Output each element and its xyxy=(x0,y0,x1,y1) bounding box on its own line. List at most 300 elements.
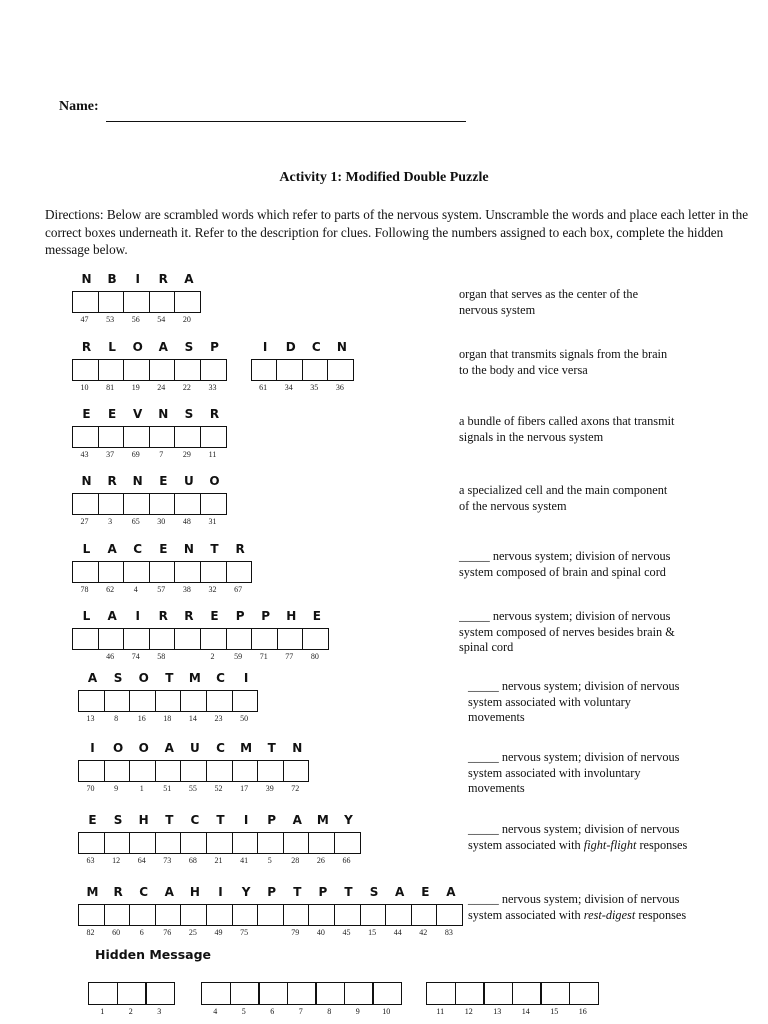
scrambled-letter: S xyxy=(369,885,379,899)
box-number: 77 xyxy=(285,652,294,661)
box-number: 65 xyxy=(131,517,140,526)
scrambled-letter: A xyxy=(87,671,98,685)
letter-box[interactable] xyxy=(276,359,303,381)
letter-box[interactable] xyxy=(334,832,361,854)
letter-box[interactable] xyxy=(155,904,182,926)
box-number: 80 xyxy=(310,652,319,661)
letter-box[interactable] xyxy=(257,760,284,782)
clue-emphasis: rest-digest xyxy=(583,907,636,922)
letter-box[interactable] xyxy=(174,359,201,381)
box-number: 82 xyxy=(86,928,95,937)
box-number: 64 xyxy=(137,856,146,865)
hidden-letter-box[interactable] xyxy=(145,982,175,1005)
letter-box[interactable] xyxy=(104,760,131,782)
box-number: 15 xyxy=(368,928,377,937)
letter-box[interactable] xyxy=(149,628,176,650)
hidden-letter-box[interactable] xyxy=(483,982,513,1005)
box-number: 75 xyxy=(240,928,249,937)
scrambled-letter: E xyxy=(421,885,430,899)
box-number: 33 xyxy=(208,383,217,392)
letter-box[interactable] xyxy=(149,493,176,515)
scrambled-letter: I xyxy=(135,609,140,623)
box-number: 44 xyxy=(393,928,402,937)
box-number: 36 xyxy=(335,383,344,392)
scrambled-letter: L xyxy=(108,340,116,354)
letter-box[interactable] xyxy=(277,628,304,650)
letter-box[interactable] xyxy=(436,904,463,926)
scrambled-letter: O xyxy=(209,474,220,488)
scrambled-letter: H xyxy=(138,813,149,827)
letter-box[interactable] xyxy=(78,690,105,712)
scrambled-letter: C xyxy=(216,671,225,685)
scrambled-letter: L xyxy=(82,542,91,556)
scrambled-letter: E xyxy=(82,407,91,421)
hidden-letter-box[interactable] xyxy=(569,982,599,1005)
scrambled-letter: S xyxy=(184,407,194,421)
box-number: 21 xyxy=(214,856,223,865)
letter-box[interactable] xyxy=(155,832,182,854)
clue-text: a bundle of fibers called axons that transmit signals in the nervous system xyxy=(459,414,675,444)
name-label: Name: xyxy=(59,99,99,114)
hidden-letter-box[interactable] xyxy=(230,982,260,1005)
clue-text xyxy=(468,892,688,923)
letter-box[interactable] xyxy=(232,904,259,926)
scrambled-letter: E xyxy=(159,474,168,488)
letter-box[interactable] xyxy=(232,832,259,854)
box-number: 20 xyxy=(182,315,191,324)
letter-box[interactable] xyxy=(104,690,131,712)
hidden-letter-box[interactable] xyxy=(426,982,456,1005)
scrambled-letter: T xyxy=(210,542,219,556)
letter-box[interactable] xyxy=(149,426,176,448)
box-number: 60 xyxy=(112,928,121,937)
letter-box[interactable] xyxy=(226,561,253,583)
scrambled-letter: R xyxy=(184,609,194,623)
letter-box[interactable] xyxy=(308,904,335,926)
box-number: 57 xyxy=(157,585,166,594)
box-number: 19 xyxy=(131,383,140,392)
box-number: 45 xyxy=(342,928,351,937)
letter-box[interactable] xyxy=(98,628,125,650)
scrambled-letter: A xyxy=(446,885,456,899)
box-number: 7 xyxy=(159,450,164,459)
scrambled-letter: N xyxy=(132,474,143,488)
box-number: 79 xyxy=(291,928,300,937)
box-number: 13 xyxy=(86,714,95,723)
letter-box[interactable] xyxy=(72,291,99,313)
scrambled-letter: I xyxy=(243,813,249,827)
scrambled-letter: A xyxy=(107,542,117,556)
scrambled-letter: S xyxy=(113,671,123,685)
scrambled-letter: C xyxy=(139,885,149,899)
letter-box[interactable] xyxy=(98,359,125,381)
letter-box[interactable] xyxy=(123,493,150,515)
hidden-message-title: Hidden Message xyxy=(95,947,212,962)
clue-text: _____ nervous system; division of nervous system associated with involuntary movements xyxy=(468,750,680,795)
scrambled-letter: M xyxy=(240,741,253,755)
scrambled-letter: P xyxy=(261,609,271,623)
letter-box[interactable] xyxy=(302,359,329,381)
box-number: 52 xyxy=(214,784,223,793)
letter-box[interactable] xyxy=(174,291,201,313)
box-number: 4 xyxy=(133,585,138,594)
clue-text-start: _____ nervous system; division of nervous system associated with xyxy=(468,892,680,922)
letter-box[interactable] xyxy=(200,426,227,448)
letter-box[interactable] xyxy=(206,760,233,782)
scrambled-letter: E xyxy=(88,813,97,827)
letter-box[interactable] xyxy=(149,291,176,313)
scrambled-letter: S xyxy=(184,340,194,354)
letter-box[interactable] xyxy=(308,832,335,854)
letter-box[interactable] xyxy=(123,291,150,313)
letter-box[interactable] xyxy=(251,628,278,650)
letter-box[interactable] xyxy=(174,628,201,650)
box-number: 48 xyxy=(182,517,191,526)
clue-text: organ that serves as the center of the nervous system xyxy=(459,287,639,317)
hidden-box-number: 5 xyxy=(241,1007,246,1016)
scrambled-letter: C xyxy=(133,542,143,556)
scrambled-letter: N xyxy=(336,340,347,354)
letter-box[interactable] xyxy=(232,690,259,712)
box-number: 56 xyxy=(131,315,140,324)
letter-box[interactable] xyxy=(149,359,176,381)
hidden-box-number: 14 xyxy=(521,1007,530,1016)
box-number: 50 xyxy=(240,714,249,723)
scrambled-letter: E xyxy=(312,609,321,623)
letter-box[interactable] xyxy=(72,628,99,650)
hidden-letter-box[interactable] xyxy=(88,982,118,1005)
letter-box[interactable] xyxy=(98,561,125,583)
box-number: 41 xyxy=(240,856,249,865)
letter-box[interactable] xyxy=(123,359,150,381)
letter-box[interactable] xyxy=(78,832,105,854)
letter-box[interactable] xyxy=(72,493,99,515)
clue-text-end: responses xyxy=(635,907,687,922)
scrambled-letter: N xyxy=(158,407,169,421)
box-number: 39 xyxy=(265,784,274,793)
letter-box[interactable] xyxy=(78,904,105,926)
letter-box[interactable] xyxy=(257,904,284,926)
scrambled-letter: I xyxy=(262,340,268,354)
letter-box[interactable] xyxy=(360,904,387,926)
box-number: 25 xyxy=(188,928,197,937)
letter-box[interactable] xyxy=(232,760,259,782)
letter-box[interactable] xyxy=(72,359,99,381)
clue-text: _____ nervous system; division of nervous system associated with voluntary movements xyxy=(468,679,680,724)
box-number: 70 xyxy=(86,784,95,793)
box-number: 17 xyxy=(240,784,249,793)
scrambled-letter: T xyxy=(267,741,276,755)
scrambled-letter: A xyxy=(395,885,405,899)
hidden-letter-box[interactable] xyxy=(117,982,147,1005)
box-number: 49 xyxy=(214,928,223,937)
box-number: 81 xyxy=(106,383,115,392)
hidden-letter-box[interactable] xyxy=(201,982,231,1005)
scrambled-letter: Y xyxy=(241,885,251,899)
scrambled-letter: A xyxy=(164,885,174,899)
hidden-box-number: 15 xyxy=(550,1007,559,1016)
clue-text: _____ nervous system; division of nervous system composed of nerves besides brain & spinal cord xyxy=(459,609,675,654)
box-number: 1 xyxy=(139,784,144,793)
box-number: 22 xyxy=(182,383,191,392)
box-number: 8 xyxy=(114,714,119,723)
scrambled-letter: I xyxy=(243,671,249,685)
box-number: 72 xyxy=(291,784,300,793)
box-number: 76 xyxy=(163,928,172,937)
hidden-letter-box[interactable] xyxy=(455,982,485,1005)
box-number: 18 xyxy=(163,714,172,723)
letter-box[interactable] xyxy=(78,760,105,782)
scrambled-letter: I xyxy=(135,272,140,286)
letter-box[interactable] xyxy=(104,904,131,926)
letter-box[interactable] xyxy=(180,690,207,712)
scrambled-letter: A xyxy=(164,741,174,755)
letter-box[interactable] xyxy=(174,493,201,515)
box-number: 73 xyxy=(163,856,172,865)
box-number: 5 xyxy=(267,856,272,865)
scrambled-letter: M xyxy=(316,813,329,827)
letter-box[interactable] xyxy=(200,628,227,650)
box-number: 14 xyxy=(188,714,197,723)
letter-box[interactable] xyxy=(104,832,131,854)
hidden-box-number: 12 xyxy=(464,1007,473,1016)
scrambled-letter: H xyxy=(286,609,297,623)
hidden-box-number: 6 xyxy=(270,1007,275,1016)
scrambled-letter: E xyxy=(107,407,117,421)
box-number: 29 xyxy=(182,450,191,459)
scrambled-letter: P xyxy=(267,885,277,899)
scrambled-letter: N xyxy=(81,474,92,488)
letter-box[interactable] xyxy=(155,760,182,782)
scrambled-letter: U xyxy=(190,741,200,755)
scrambled-letter: A xyxy=(184,272,194,286)
name-line[interactable] xyxy=(106,121,466,122)
box-number: 47 xyxy=(80,315,89,324)
letter-box[interactable] xyxy=(283,760,310,782)
box-number: 3 xyxy=(108,517,113,526)
scrambled-letter: E xyxy=(210,609,219,623)
scrambled-letter: R xyxy=(209,407,220,421)
clue-text: _____ nervous system; division of nervous system composed of brain and spinal cord xyxy=(459,549,671,579)
box-number: 40 xyxy=(316,928,325,937)
scrambled-letter: T xyxy=(165,813,174,827)
scrambled-letter: B xyxy=(107,272,117,286)
scrambled-letter: O xyxy=(138,741,149,755)
box-number: 59 xyxy=(234,652,243,661)
box-number: 83 xyxy=(444,928,453,937)
hidden-box-number: 7 xyxy=(298,1007,303,1016)
box-number: 51 xyxy=(163,784,172,793)
letter-box[interactable] xyxy=(149,561,176,583)
box-number: 66 xyxy=(342,856,351,865)
hidden-box-number: 2 xyxy=(128,1007,133,1016)
box-number: 74 xyxy=(131,652,140,661)
clue-text xyxy=(468,822,688,853)
box-number: 6 xyxy=(139,928,144,937)
letter-box[interactable] xyxy=(174,561,201,583)
scrambled-letter: R xyxy=(235,542,245,556)
scrambled-letter: P xyxy=(267,813,277,827)
scrambled-letter: V xyxy=(133,407,143,421)
letter-box[interactable] xyxy=(327,359,354,381)
letter-box[interactable] xyxy=(123,561,150,583)
box-number: 11 xyxy=(208,450,217,459)
clue-text-end: responses xyxy=(636,837,688,852)
scrambled-letter: T xyxy=(216,813,225,827)
hidden-letter-box[interactable] xyxy=(540,982,570,1005)
letter-box[interactable] xyxy=(123,426,150,448)
letter-box[interactable] xyxy=(129,904,156,926)
directions: Directions: Below are scrambled words which refer to parts of the nervous system. Unscramble the words and place each letter in the correct boxes underneath it. Refer to the description for clues. Following the numbers assigned to each box, complete the hidden message below. xyxy=(45,207,749,257)
letter-box[interactable] xyxy=(200,561,227,583)
clue-text: a specialized cell and the main component of the nervous system xyxy=(459,483,668,513)
letter-box[interactable] xyxy=(257,832,284,854)
hidden-box-number: 8 xyxy=(327,1007,332,1016)
box-number: 67 xyxy=(234,585,243,594)
scrambled-letter: D xyxy=(285,340,296,354)
box-number: 78 xyxy=(80,585,89,594)
box-number: 38 xyxy=(182,585,191,594)
hidden-box-number: 1 xyxy=(100,1007,105,1016)
letter-box[interactable] xyxy=(206,832,233,854)
hidden-box-number: 4 xyxy=(213,1007,218,1016)
hidden-letter-box[interactable] xyxy=(512,982,542,1005)
letter-box[interactable] xyxy=(334,904,361,926)
box-number: 61 xyxy=(259,383,268,392)
scrambled-letter: M xyxy=(86,885,99,899)
box-number: 16 xyxy=(137,714,146,723)
letter-box[interactable] xyxy=(180,832,207,854)
box-number: 54 xyxy=(157,315,166,324)
box-number: 10 xyxy=(80,383,89,392)
scrambled-letter: T xyxy=(293,885,302,899)
letter-box[interactable] xyxy=(283,904,310,926)
letter-box[interactable] xyxy=(129,760,156,782)
hidden-letter-box[interactable] xyxy=(287,982,317,1005)
letter-box[interactable] xyxy=(98,291,125,313)
box-number: 55 xyxy=(188,784,197,793)
scrambled-letter: R xyxy=(158,609,168,623)
letter-box[interactable] xyxy=(123,628,150,650)
scrambled-letter: C xyxy=(190,813,200,827)
scrambled-letter: O xyxy=(112,741,124,755)
box-number: 34 xyxy=(284,383,293,392)
box-number: 32 xyxy=(208,585,217,594)
letter-box[interactable] xyxy=(283,832,310,854)
hidden-letter-box[interactable] xyxy=(344,982,374,1005)
scrambled-letter: I xyxy=(218,885,223,899)
scrambled-letter: T xyxy=(165,671,174,685)
letter-box[interactable] xyxy=(411,904,438,926)
letter-box[interactable] xyxy=(206,904,233,926)
box-number: 35 xyxy=(310,383,319,392)
letter-box[interactable] xyxy=(72,561,99,583)
scrambled-letter: A xyxy=(107,609,117,623)
letter-box[interactable] xyxy=(302,628,329,650)
scrambled-letter: P xyxy=(210,340,219,354)
box-number: 9 xyxy=(114,784,119,793)
box-number: 62 xyxy=(106,585,115,594)
letter-box[interactable] xyxy=(180,904,207,926)
scrambled-letter: U xyxy=(184,474,194,488)
letter-box[interactable] xyxy=(155,690,182,712)
hidden-letter-box[interactable] xyxy=(258,982,288,1005)
letter-box[interactable] xyxy=(385,904,412,926)
letter-box[interactable] xyxy=(98,493,125,515)
letter-box[interactable] xyxy=(129,690,156,712)
scrambled-letter: C xyxy=(311,340,321,354)
box-number: 23 xyxy=(214,714,223,723)
letter-box[interactable] xyxy=(200,359,227,381)
hidden-box-number: 13 xyxy=(493,1007,502,1016)
letter-box[interactable] xyxy=(200,493,227,515)
letter-box[interactable] xyxy=(98,426,125,448)
box-number: 37 xyxy=(106,450,115,459)
box-number: 24 xyxy=(157,383,166,392)
box-number: 71 xyxy=(259,652,268,661)
scrambled-letter: R xyxy=(107,474,117,488)
letter-box[interactable] xyxy=(174,426,201,448)
clue-text: organ that transmits signals from the brain to the body and vice versa xyxy=(459,347,668,377)
hidden-letter-box[interactable] xyxy=(315,982,345,1005)
box-number: 31 xyxy=(208,517,217,526)
box-number: 58 xyxy=(157,652,166,661)
scrambled-letter: O xyxy=(132,340,143,354)
letter-box[interactable] xyxy=(251,359,278,381)
box-number: 63 xyxy=(86,856,95,865)
scrambled-letter: R xyxy=(158,272,168,286)
box-number: 12 xyxy=(112,856,121,865)
scrambled-letter: P xyxy=(318,885,328,899)
scrambled-letter: O xyxy=(138,671,149,685)
letter-box[interactable] xyxy=(72,426,99,448)
letter-box[interactable] xyxy=(226,628,253,650)
scrambled-letter: N xyxy=(292,741,303,755)
scrambled-letter: R xyxy=(81,340,92,354)
box-number: 43 xyxy=(80,450,89,459)
box-number: 27 xyxy=(80,517,89,526)
box-number: 26 xyxy=(316,856,325,865)
scrambled-letter: E xyxy=(159,542,168,556)
clue-text-start: _____ nervous system; division of nervous system associated with xyxy=(468,822,680,852)
scrambled-letter: N xyxy=(81,272,92,286)
box-number: 53 xyxy=(106,315,115,324)
page-title: Activity 1: Modified Double Puzzle xyxy=(279,170,489,185)
letter-box[interactable] xyxy=(129,832,156,854)
hidden-box-number: 3 xyxy=(157,1007,162,1016)
box-number: 68 xyxy=(188,856,197,865)
letter-box[interactable] xyxy=(180,760,207,782)
scrambled-letter: A xyxy=(158,340,168,354)
hidden-letter-box[interactable] xyxy=(372,982,402,1005)
scrambled-letter: A xyxy=(292,813,302,827)
scrambled-letter: M xyxy=(188,671,201,685)
scrambled-letter: T xyxy=(344,885,353,899)
box-number: 69 xyxy=(131,450,140,459)
hidden-box-number: 10 xyxy=(382,1007,391,1016)
clue-emphasis: fight-flight xyxy=(583,837,637,852)
scrambled-letter: I xyxy=(90,741,95,755)
letter-box[interactable] xyxy=(206,690,233,712)
scrambled-letter: Y xyxy=(344,813,353,827)
scrambled-letter: S xyxy=(113,813,123,827)
scrambled-letter: P xyxy=(235,609,245,623)
scrambled-letter: R xyxy=(113,885,123,899)
hidden-box-number: 11 xyxy=(436,1007,445,1016)
box-number: 2 xyxy=(210,652,215,661)
box-number: 46 xyxy=(106,652,115,661)
box-number: 42 xyxy=(419,928,428,937)
